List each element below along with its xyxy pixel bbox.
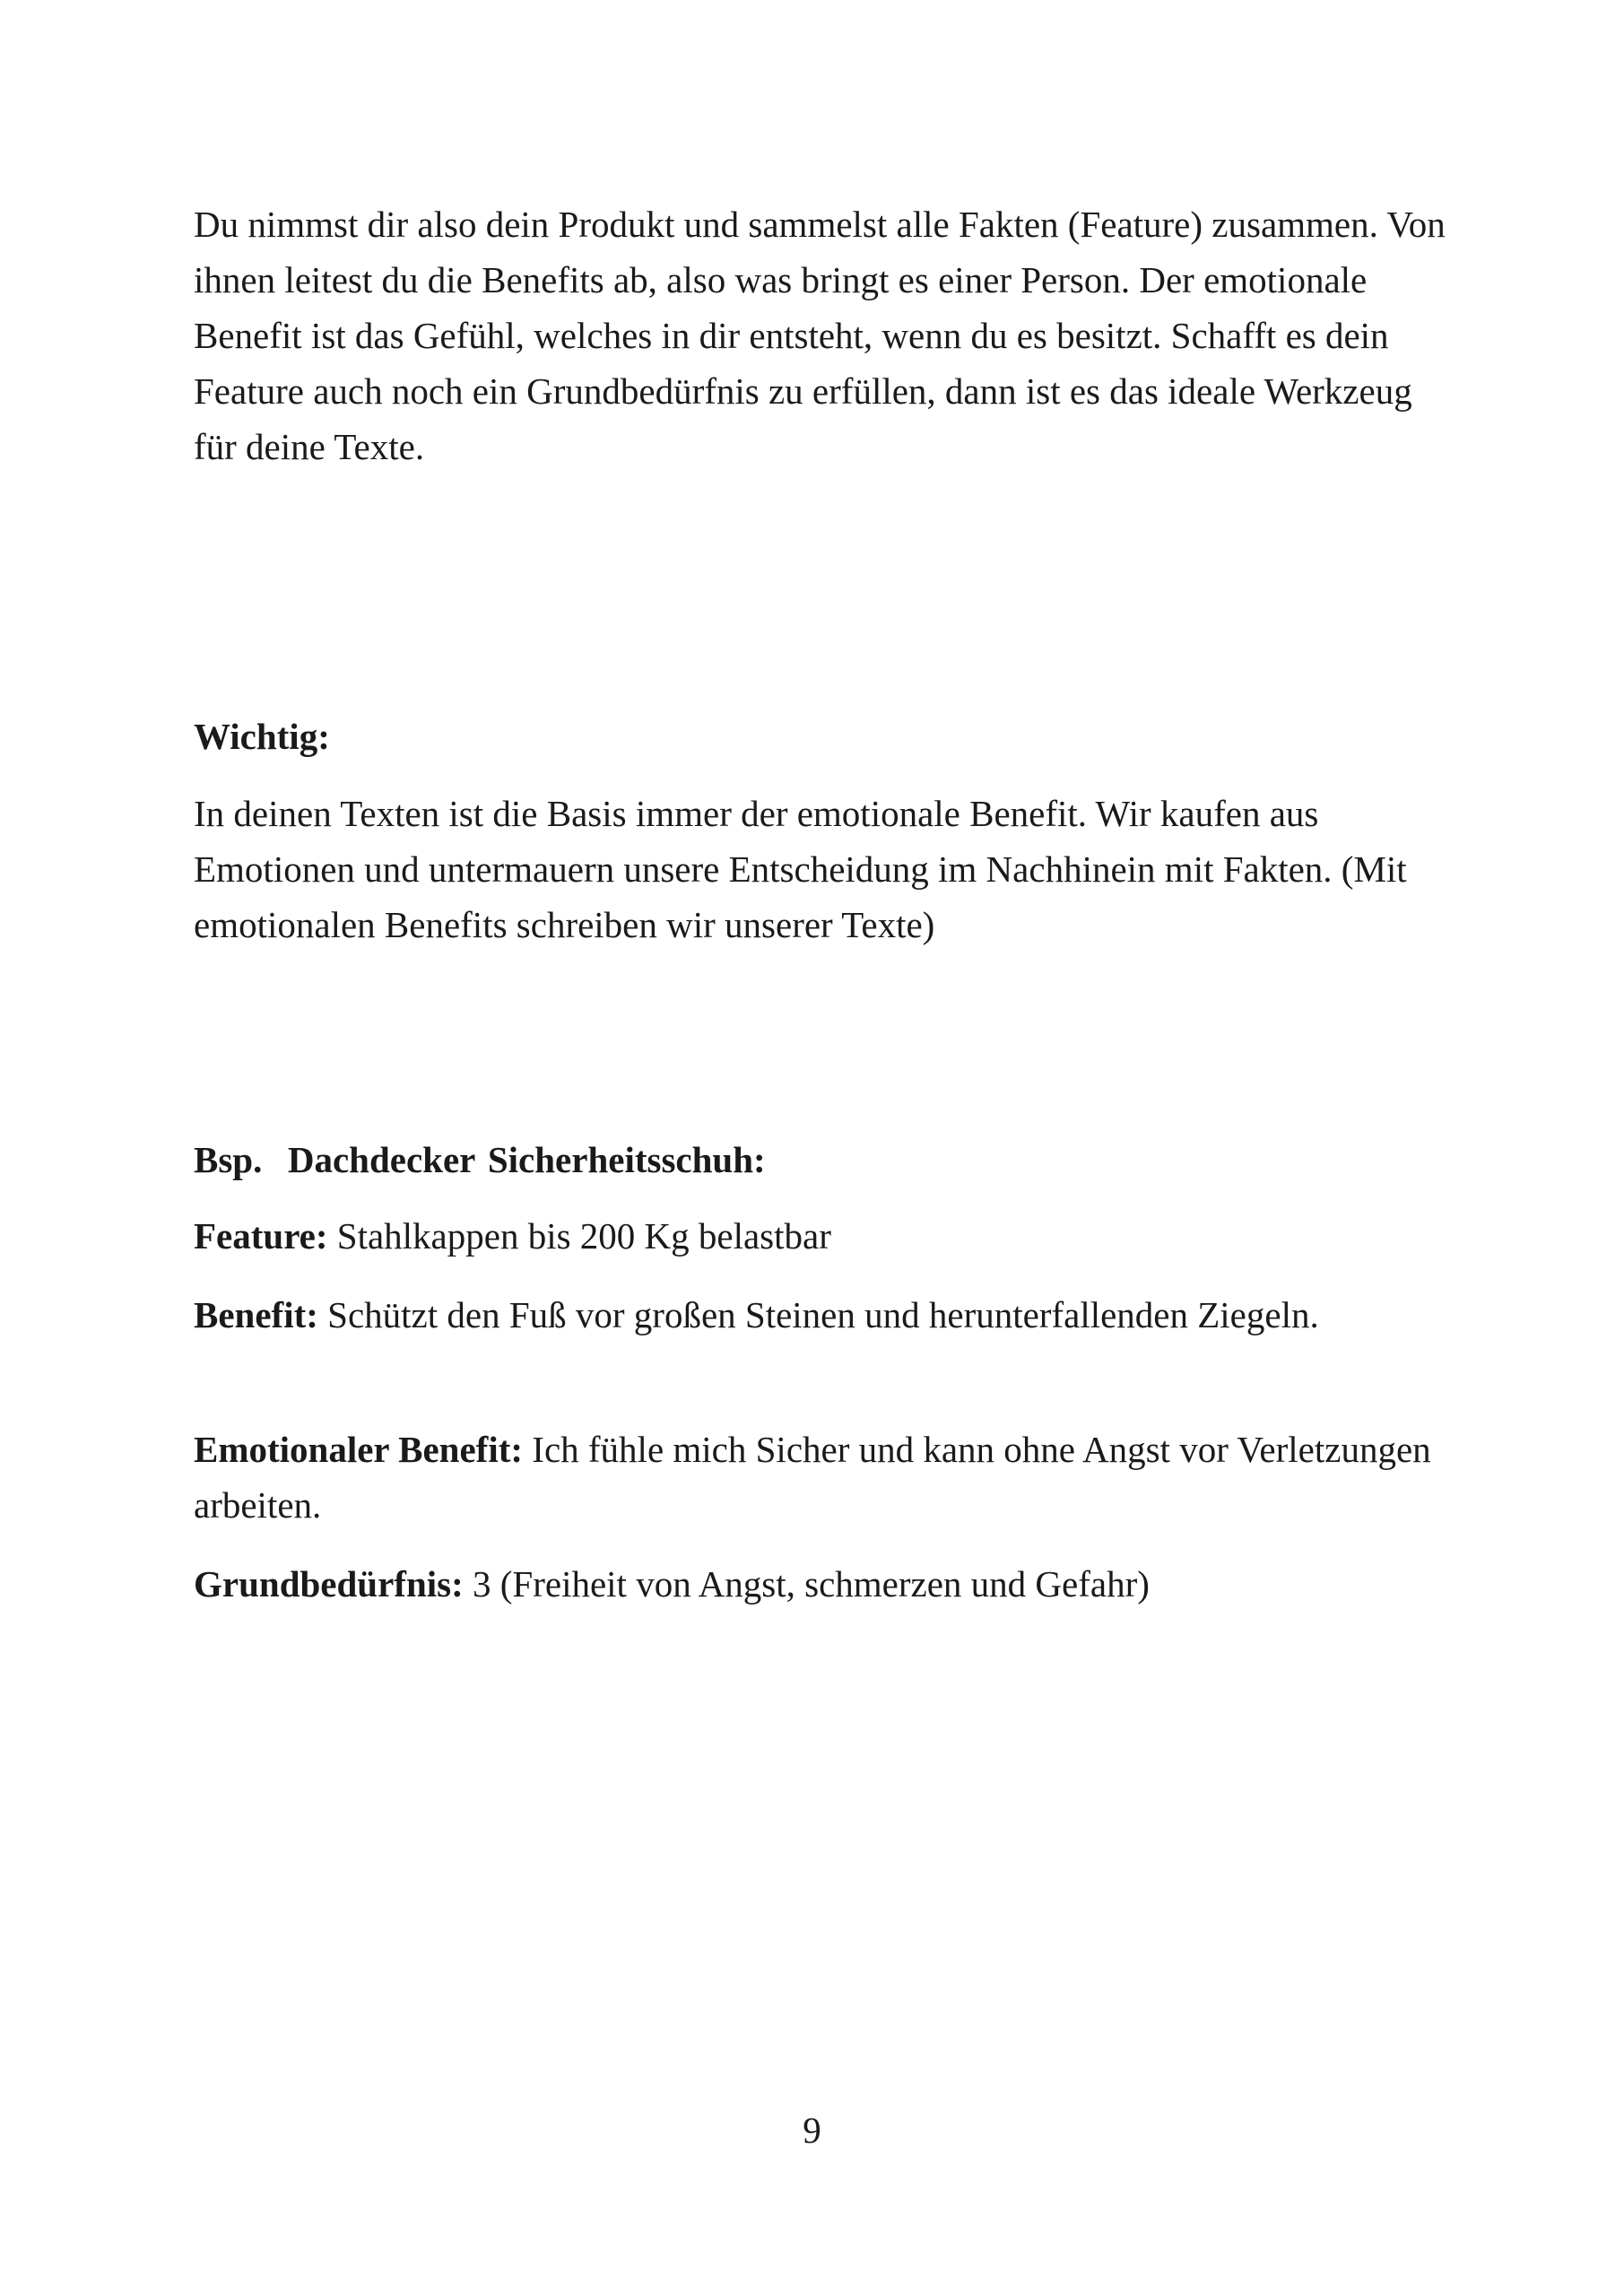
example-feature-row [194,1208,1449,1264]
feature-value: Stahlkappen bis 200 Kg belastbar [336,1215,831,1257]
page-number: 9 [803,2109,821,2151]
example-basic-need-row [194,1556,1449,1612]
basic-need-value: 3 (Freiheit von Angst, schmerzen und Gefahr) [473,1563,1150,1605]
feature-label: Feature: [194,1215,328,1257]
example-title: Bsp. Dachdecker Sicherheitsschuh: [194,1139,766,1180]
important-paragraph: In deinen Texten ist die Basis immer der emotionale Benefit. Wir kaufen aus Emotionen und untermauern unsere Entscheidung im Nachhinein mit Fakten. (Mit emotionalen Benefits schreiben wir unserer Texte) [194,793,1407,945]
example-emotional-benefit-row [194,1422,1449,1533]
important-heading: Wichtig: [194,716,330,757]
emotional-benefit-value: Ich fühle mich Sicher und kann ohne Angst vor Verletzungen arbeiten. [194,1429,1431,1526]
basic-need-label: Grundbedürfnis: [194,1563,464,1605]
example-benefit-row [194,1287,1449,1343]
emotional-benefit-label: Emotionaler Benefit: [194,1429,524,1470]
benefit-label: Benefit: [194,1294,318,1335]
intro-paragraph: Du nimmst dir also dein Produkt und sammelst alle Fakten (Feature) zusammen. Von ihnen leitest du die Benefits ab, also was bringt es einer Person. Der emotionale Benefit ist das Gefühl, welches in dir entsteht, wenn du es besitzt. Schafft es dein Feature auch noch ein Grundbedürfnis zu erfüllen, dann ist es das ideale Werkzeug für deine Texte. [194,204,1446,467]
benefit-value: Schützt den Fuß vor großen Steinen und herunterfallenden Ziegeln. [327,1294,1319,1335]
